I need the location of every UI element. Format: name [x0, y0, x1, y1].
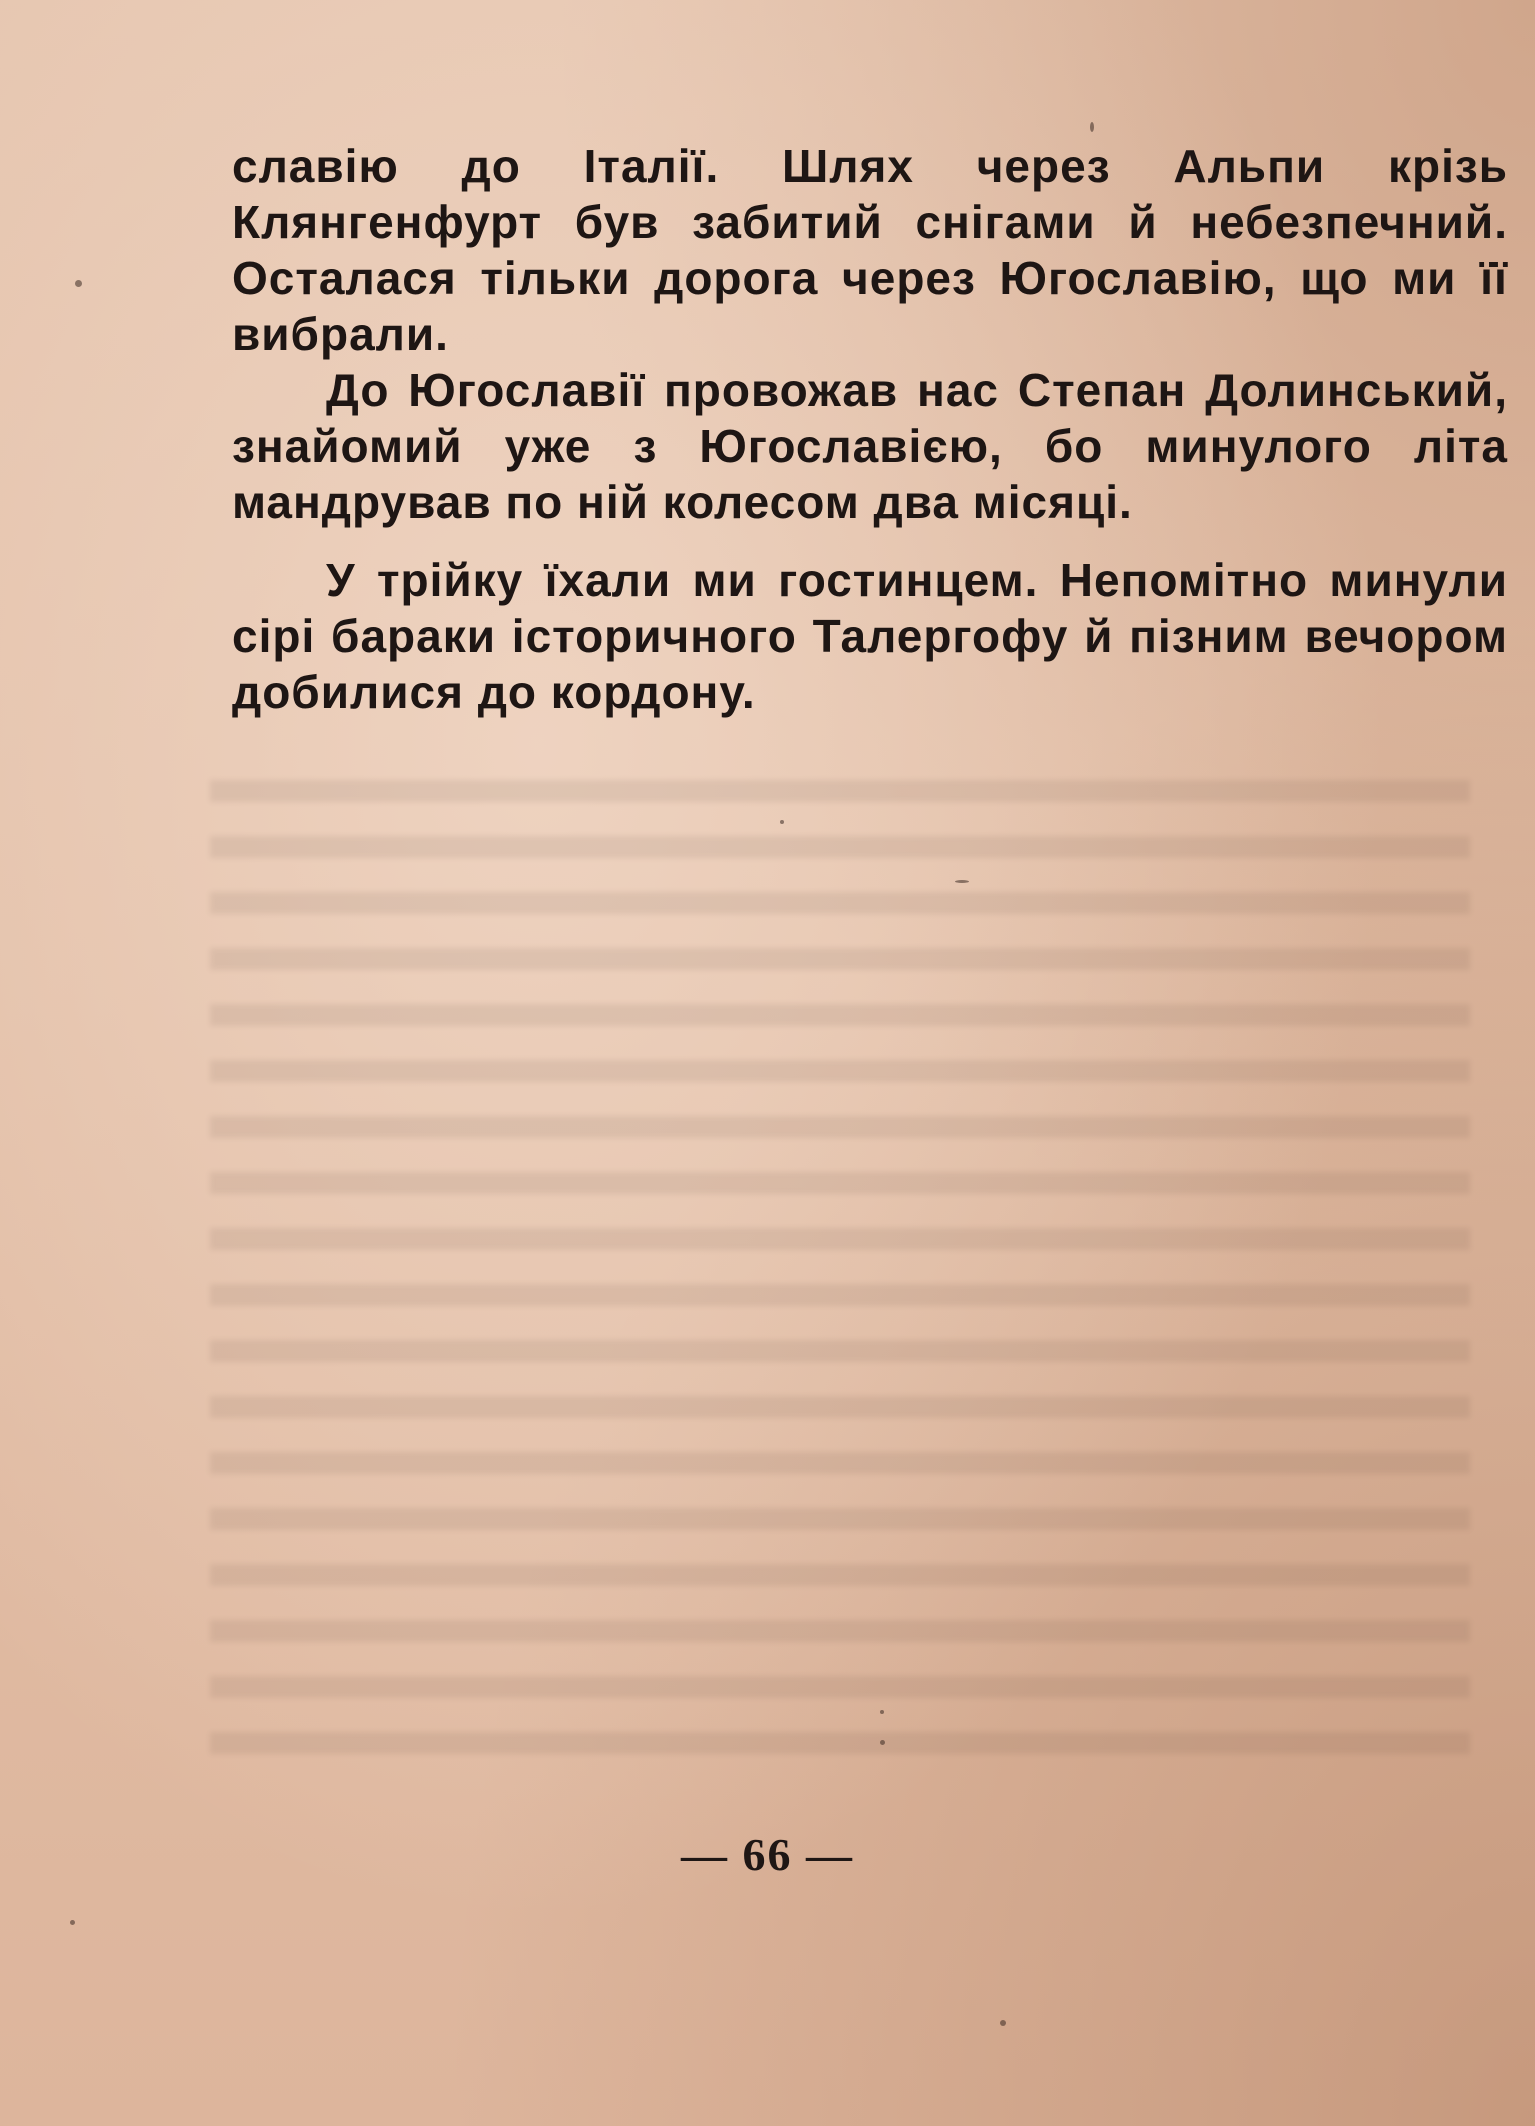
- paragraph-2: До Югославії провожав нас Степан Долинський, знайомий уже з Югославією, бо минулого літа мандрував по ній колесом два місяці.: [232, 364, 1508, 528]
- page-number: — 66 —: [681, 1829, 854, 1880]
- show-through-from-reverse: [210, 780, 1470, 1760]
- paper-speck: [1090, 122, 1094, 132]
- paper-speck: [880, 1740, 885, 1745]
- paper-speck: [1000, 2020, 1006, 2026]
- paper-speck: [75, 280, 82, 287]
- paper-speck: [880, 1710, 884, 1714]
- paper-speck: [955, 880, 969, 883]
- paper-speck: [780, 820, 784, 824]
- paragraph-1: славію до Італії. Шлях через Альпи крізь Клянгенфурт був забитий снігами й небезпечний. Осталася тільки дорога через Югославію, що ми її вибрали.: [232, 140, 1508, 360]
- paper-speck: [70, 1920, 75, 1925]
- body-text: [232, 138, 1508, 720]
- paragraph-3: У трійку їхали ми гостинцем. Непомітно минули сірі бараки історичного Талергофу й пізним вечором добилися до кордону.: [232, 554, 1508, 718]
